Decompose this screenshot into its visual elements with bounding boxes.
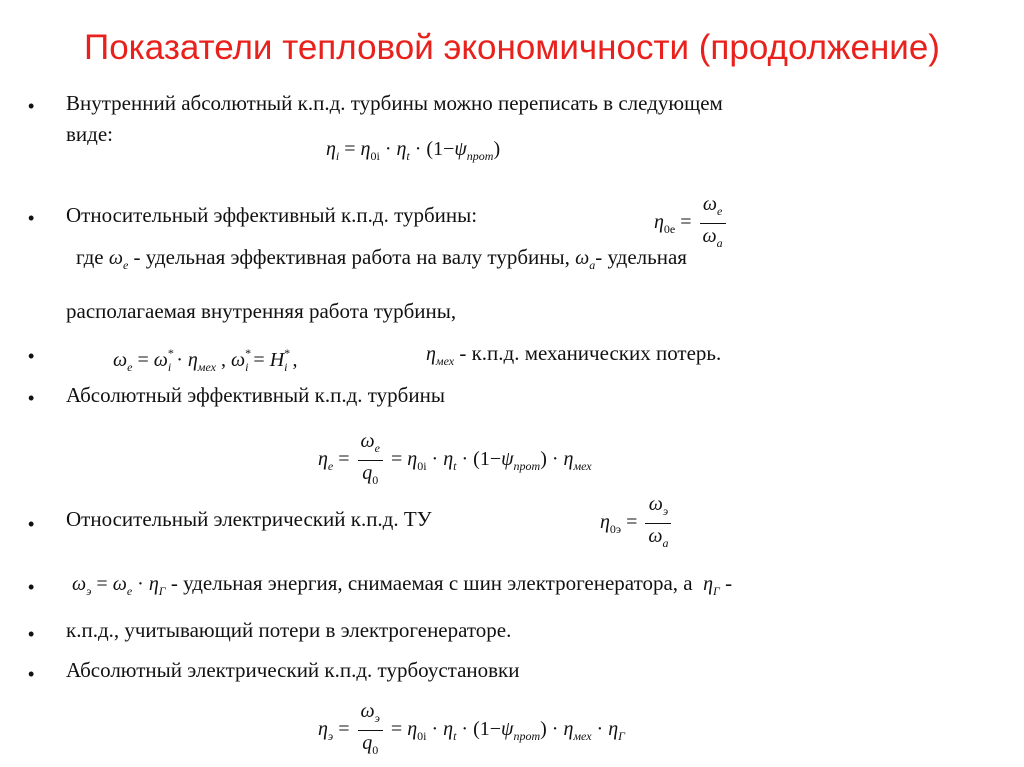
item-1-line-2: виде: [66,122,113,146]
bullet-6: • [28,577,35,597]
bullet-7: • [28,624,35,644]
item-7-text: к.п.д., учитывающий потери в электрогенераторе. [66,618,512,642]
bullet-8: • [28,664,35,684]
bullet-2: • [28,208,35,228]
item-8-text: Абсолютный электрический к.п.д. турбоустановки [66,658,520,682]
item-4-text: Абсолютный эффективный к.п.д. турбины [66,383,445,407]
item-2-gde: где $\omega_e$ - удельная эффективная работа на валу турбины, $\omega_a-$ удельная [76,245,687,272]
item-2-text: Относительный эффективный к.п.д. турбины: [66,203,478,227]
bullet-3: • [28,346,35,366]
slide-title: Показатели тепловой экономичности (продолжение) [84,28,940,67]
item-5-text: Относительный электрический к.п.д. ТУ [66,507,432,531]
item-3-text: $\eta_{мех} - к.п.д$. механических потерь. [426,341,722,368]
formula-eta-0ee: $\eta_{0э}$ = $\frac{\omega_э}{\omega_a}$ [600,493,674,554]
formula-eta-i: $\eta_i = \eta_{0i} \cdot \eta_t \cdot (1-\psi_{прот})$ [326,138,501,163]
formula-eta-ee: $\eta_э$ = $\frac{\omega_э}{q_0}$ = $\eta_{0i} \cdot \eta_t \cdot (1-\psi_{прот}) \cdot \eta_{мех} \cdot \eta_Г$ [318,700,625,761]
item-2-line-3: располагаемая внутренняя работа турбины, [66,299,457,323]
formula-eta-e: $\eta_e$ = $\frac{\omega_e}{q_0}$ = $\eta_{0i} \cdot \eta_t \cdot (1-\psi_{прот}) \cdot \eta_{мех}$ [318,430,592,491]
formula-omega-e: $\omega_e = \omega^*_i \cdot \eta_{мех}$ , $\omega^*_i = H^*_i$ , [113,346,298,374]
bullet-5: • [28,514,35,534]
bullet-4: • [28,388,35,408]
formula-eta-0e: $\eta_{0e}$ = $\frac{\omega_e}{\omega_a}$ [654,193,729,254]
bullet-1: • [28,96,35,116]
item-6-text: $\omega_э = \omega_e \cdot \eta_Г$ - удельная энергия, снимаемая с шин электрогенератора, а $\eta_Г$ - [72,571,733,598]
item-1-line-1: Внутренний абсолютный к.п.д. турбины можно переписать в следующем [66,91,723,115]
